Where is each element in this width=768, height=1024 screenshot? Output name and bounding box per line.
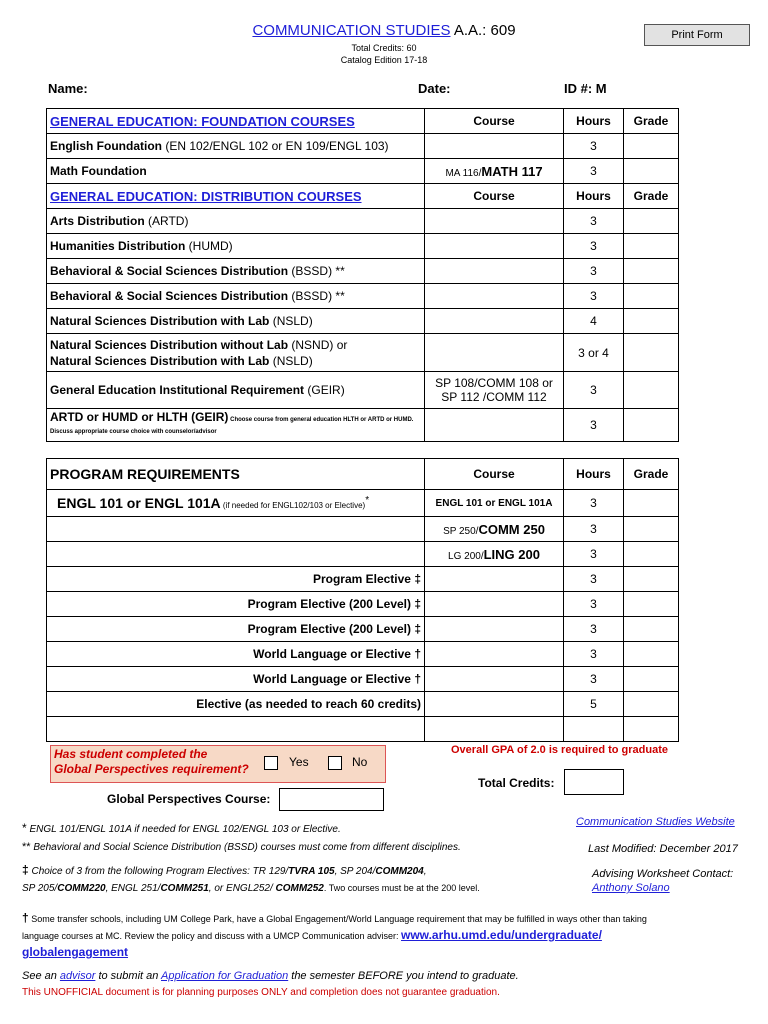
course-cell[interactable] — [425, 592, 564, 617]
course-cell[interactable]: SP 108/COMM 108 or SP 112 /COMM 112 — [425, 372, 564, 409]
table-row — [47, 667, 679, 692]
hours-cell: 3 — [564, 490, 624, 517]
note-engl: * ENGL 101/ENGL 101A if needed for ENGL 102/ENGL 103 or Elective. — [22, 821, 341, 835]
table-row — [47, 372, 679, 409]
course-cell[interactable] — [425, 717, 564, 742]
hours-cell: 3 — [564, 409, 624, 442]
course-cell[interactable] — [425, 309, 564, 334]
requirement-cell: Program Elective (200 Level) ‡ — [47, 617, 425, 642]
course-cell[interactable] — [425, 567, 564, 592]
grade-cell[interactable] — [624, 642, 679, 667]
course-cell[interactable] — [425, 642, 564, 667]
grade-cell[interactable] — [624, 372, 679, 409]
requirement-cell — [47, 717, 425, 742]
hours-cell: 3 — [564, 259, 624, 284]
hours-cell: 3 — [564, 209, 624, 234]
total-credits-label: Total Credits: — [478, 776, 555, 790]
hours-header: Hours — [564, 109, 624, 134]
course-cell[interactable] — [425, 209, 564, 234]
table-row — [47, 517, 679, 542]
requirement-cell: Natural Sciences Distribution without Lab (NSND) or Natural Sciences Distribution with Lab (NSLD) — [47, 334, 425, 372]
table-row — [47, 134, 679, 159]
table-row — [47, 209, 679, 234]
course-cell[interactable]: ENGL 101 or ENGL 101A — [425, 490, 564, 517]
course-cell[interactable] — [425, 284, 564, 309]
table-row — [47, 717, 679, 742]
table-row — [47, 159, 679, 184]
requirement-cell: ARTD or HUMD or HLTH (GEIR) Choose course from general education HLTH or ARTD or HUMD. Discuss appropriate course choice with counselor/advisor — [47, 409, 425, 442]
table-row — [47, 642, 679, 667]
course-cell[interactable] — [425, 692, 564, 717]
hours-cell: 3 — [564, 592, 624, 617]
yes-label: Yes — [289, 755, 309, 769]
hours-cell: 3 — [564, 542, 624, 567]
requirement-cell: Natural Sciences Distribution with Lab (NSLD) — [47, 309, 425, 334]
grade-cell[interactable] — [624, 209, 679, 234]
table-row — [47, 542, 679, 567]
course-header: Course — [425, 109, 564, 134]
course-cell[interactable] — [425, 334, 564, 372]
grade-cell[interactable] — [624, 617, 679, 642]
application-for-graduation-link[interactable]: Application for Graduation — [161, 970, 289, 982]
footer-disclaimer: This UNOFFICIAL document is for planning purposes ONLY and completion does not guarantee graduation. — [22, 987, 500, 998]
hours-cell: 3 — [564, 284, 624, 309]
requirement-cell: Program Elective (200 Level) ‡ — [47, 592, 425, 617]
requirement-cell: Arts Distribution (ARTD) — [47, 209, 425, 234]
arhu-link-continued[interactable]: globalengagement — [22, 945, 129, 959]
global-perspectives-course-label: Global Perspectives Course: — [107, 792, 271, 806]
grade-cell[interactable] — [624, 334, 679, 372]
grade-cell[interactable] — [624, 717, 679, 742]
requirement-cell: Behavioral & Social Sciences Distribution (BSSD) ** — [47, 259, 425, 284]
hours-cell: 3 — [564, 159, 624, 184]
course-cell[interactable] — [425, 667, 564, 692]
grade-cell[interactable] — [624, 134, 679, 159]
grade-cell[interactable] — [624, 490, 679, 517]
table-row — [47, 692, 679, 717]
hours-cell: 3 — [564, 567, 624, 592]
table-row — [47, 234, 679, 259]
grade-cell[interactable] — [624, 234, 679, 259]
grade-cell[interactable] — [624, 259, 679, 284]
program-table — [46, 458, 679, 742]
course-cell[interactable]: LG 200/LING 200 — [425, 542, 564, 567]
hours-cell: 4 — [564, 309, 624, 334]
course-cell[interactable] — [425, 234, 564, 259]
course-header: Course — [425, 184, 564, 209]
arhu-link[interactable]: www.arhu.umd.edu/undergraduate/ — [401, 928, 602, 942]
print-form-button[interactable]: Print Form — [644, 24, 750, 46]
last-modified: Last Modified: December 2017 — [588, 843, 738, 855]
grade-cell[interactable] — [624, 409, 679, 442]
note-bssd: ** Behavioral and Social Science Distribution (BSSD) courses must come from different disciplines. — [22, 841, 461, 853]
grade-cell[interactable] — [624, 309, 679, 334]
requirement-cell: Elective (as needed to reach 60 credits) — [47, 692, 425, 717]
program-title-link[interactable]: COMMUNICATION STUDIES — [252, 22, 451, 39]
no-checkbox[interactable] — [328, 756, 342, 770]
course-cell[interactable]: SP 250/COMM 250 — [425, 517, 564, 542]
footer-advisor-line: See an advisor to submit an Application for Graduation the semester BEFORE you intend to graduate. — [22, 970, 519, 982]
total-credits-input[interactable] — [564, 769, 624, 795]
grade-header: Grade — [624, 184, 679, 209]
id-label: ID #: M — [564, 81, 607, 96]
grade-cell[interactable] — [624, 542, 679, 567]
gpa-note: Overall GPA of 2.0 is required to graduate — [451, 744, 669, 756]
table-row — [47, 409, 679, 442]
requirement-cell: Math Foundation — [47, 159, 425, 184]
grade-header: Grade — [624, 109, 679, 134]
program-code: A.A.: 609 — [450, 22, 516, 39]
name-label: Name: — [48, 81, 88, 96]
global-perspectives-course-input[interactable] — [279, 788, 384, 811]
requirement-cell: English Foundation (EN 102/ENGL 102 or EN 109/ENGL 103) — [47, 134, 425, 159]
contact-label: Advising Worksheet Contact: — [592, 868, 734, 880]
hours-header: Hours — [564, 184, 624, 209]
hours-header: Hours — [564, 459, 624, 490]
table-row — [47, 617, 679, 642]
hours-cell: 3 — [564, 517, 624, 542]
no-label: No — [352, 755, 368, 769]
program-section-title: PROGRAM REQUIREMENTS — [47, 459, 425, 490]
table-row — [47, 309, 679, 334]
distribution-section-title: GENERAL EDUCATION: DISTRIBUTION COURSES — [47, 184, 425, 209]
global-perspectives-question: Has student completed the Global Perspectives requirement? — [54, 747, 249, 776]
hours-cell: 3 — [564, 667, 624, 692]
hours-cell: 3 or 4 — [564, 334, 624, 372]
course-header: Course — [425, 459, 564, 490]
contact-name-link[interactable]: Anthony Solano — [592, 882, 670, 894]
table-row — [47, 567, 679, 592]
grade-header: Grade — [624, 459, 679, 490]
catalog-edition: Catalog Edition 17-18 — [340, 55, 428, 65]
hours-cell[interactable] — [564, 717, 624, 742]
total-credits-heading: Total Credits: 60 — [351, 43, 417, 53]
course-cell[interactable] — [425, 134, 564, 159]
requirement-cell — [47, 542, 425, 567]
requirement-cell — [47, 517, 425, 542]
grade-cell[interactable] — [624, 592, 679, 617]
requirement-cell: General Education Institutional Requirement (GEIR) — [47, 372, 425, 409]
course-cell[interactable] — [425, 617, 564, 642]
hours-cell: 3 — [564, 642, 624, 667]
advisor-link[interactable]: advisor — [59, 970, 96, 982]
note-program-electives: ‡ Choice of 3 from the following Program Electives: TR 129/TVRA 105, SP 204/COMM204, SP 205/COMM220, ENGL 251/COMM251, or ENGL252/ COMM252. Two courses must be at the 200 level. — [22, 863, 480, 894]
grade-cell[interactable] — [624, 692, 679, 717]
grade-cell[interactable] — [624, 159, 679, 184]
date-label: Date: — [418, 81, 451, 96]
course-cell[interactable]: MA 116/MATH 117 — [425, 159, 564, 184]
communication-studies-website-link[interactable]: Communication Studies Website — [576, 816, 735, 828]
hours-cell: 3 — [564, 372, 624, 409]
hours-cell: 3 — [564, 617, 624, 642]
grade-cell[interactable] — [624, 284, 679, 309]
table-row — [47, 592, 679, 617]
table-row — [47, 334, 679, 372]
yes-checkbox[interactable] — [264, 756, 278, 770]
grade-cell[interactable] — [624, 517, 679, 542]
requirement-cell: Humanities Distribution (HUMD) — [47, 234, 425, 259]
gen-ed-table — [46, 108, 679, 442]
course-cell[interactable] — [425, 259, 564, 284]
requirement-cell: Program Elective ‡ — [47, 567, 425, 592]
requirement-cell: Behavioral & Social Sciences Distribution (BSSD) ** — [47, 284, 425, 309]
course-cell[interactable] — [425, 409, 564, 442]
hours-cell: 3 — [564, 134, 624, 159]
grade-cell[interactable] — [624, 567, 679, 592]
table-row — [47, 284, 679, 309]
requirement-cell: World Language or Elective † — [47, 667, 425, 692]
table-row — [47, 259, 679, 284]
foundation-section-title: GENERAL EDUCATION: FOUNDATION COURSES — [47, 109, 425, 134]
requirement-cell: World Language or Elective † — [47, 642, 425, 667]
note-global-engagement: † Some transfer schools, including UM College Park, have a Global Engagement/World Language requirement that may be fulfilled in ways other than taking language courses at MC. Review the policy and discuss with a UMCP Communication adviser: www.arhu.umd.edu/undergraduate/ globalengagement — [22, 911, 647, 959]
hours-cell: 3 — [564, 234, 624, 259]
grade-cell[interactable] — [624, 667, 679, 692]
table-row — [47, 490, 679, 517]
requirement-cell: ENGL 101 or ENGL 101A (if needed for ENGL102/103 or Elective)* — [47, 490, 425, 517]
hours-cell: 5 — [564, 692, 624, 717]
